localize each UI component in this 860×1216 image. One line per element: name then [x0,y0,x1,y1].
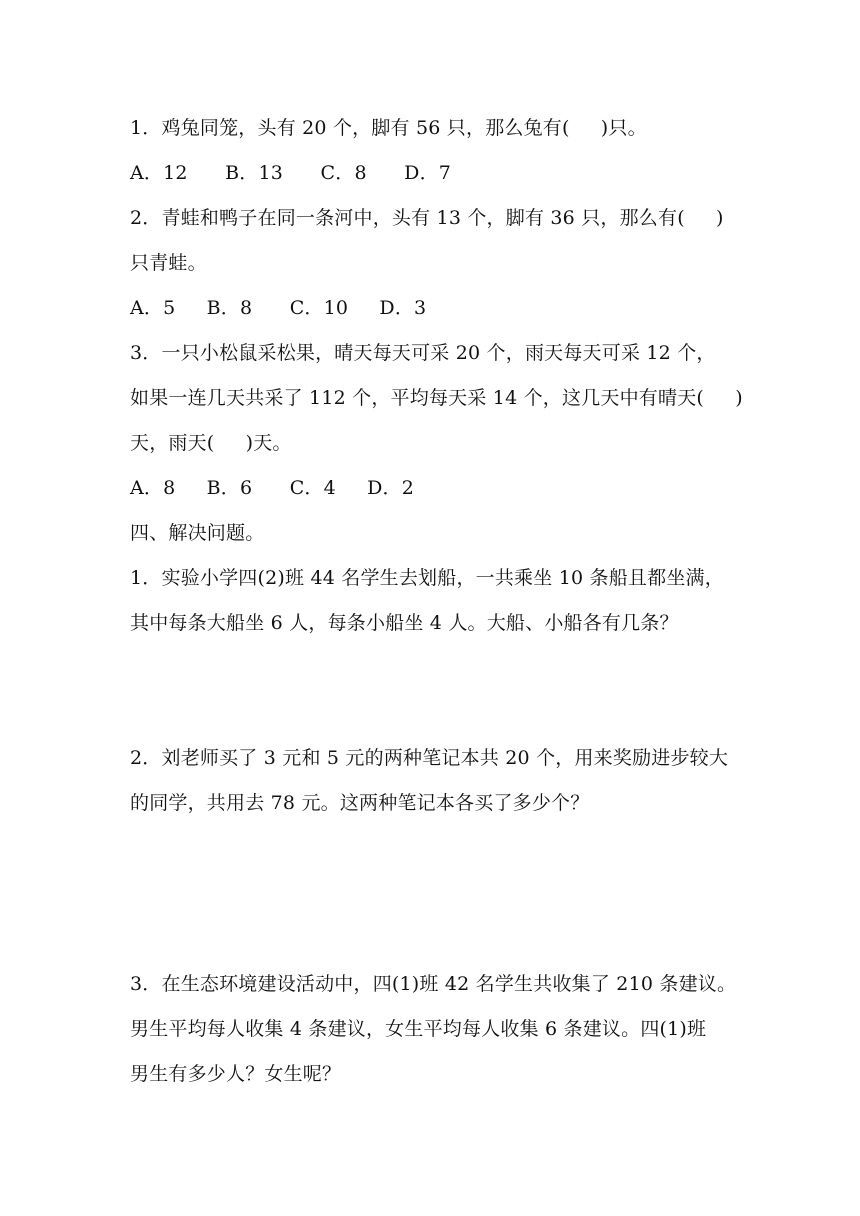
problem-3-line-3: 男生有多少人？女生呢？ [130,1063,342,1085]
question-1-options: A．12 B．13 C．8 D．7 [130,162,452,184]
question-2-stem-line-1: 2．青蛙和鸭子在同一条河中，头有 13 个，脚有 36 只，那么有( ) [130,207,724,229]
question-3-stem-line-1: 3．一只小松鼠采松果，晴天每天可采 20 个，雨天每天可采 12 个， [130,342,716,364]
problem-3-line-2: 男生平均每人收集 4 条建议，女生平均每人收集 6 条建议。四(1)班 [130,1018,707,1040]
problem-1-line-2: 其中每条大船坐 6 人，每条小船坐 4 人。大船、小船各有几条？ [130,612,679,634]
problem-2-line-1: 2．刘老师买了 3 元和 5 元的两种笔记本共 20 个，用来奖励进步较大 [130,747,729,769]
question-3-stem-line-2: 如果一连几天共采了 112 个，平均每天采 14 个，这几天中有晴天( ) [130,387,743,409]
question-3-options: A．8 B．6 C．4 D．2 [130,477,415,499]
question-3-stem-line-3: 天，雨天( )天。 [130,432,292,454]
question-2-options: A．5 B．8 C．10 D．3 [130,297,427,319]
problem-3-line-1: 3．在生态环境建设活动中，四(1)班 42 名学生共收集了 210 条建议。 [130,973,737,995]
question-2-stem-line-2: 只青蛙。 [130,252,207,274]
problem-1-line-1: 1．实验小学四(2)班 44 名学生去划船，一共乘坐 10 条船且都坐满， [130,567,724,589]
problem-2-line-2: 的同学，共用去 78 元。这两种笔记本各买了多少个？ [130,792,590,814]
question-1-stem: 1．鸡兔同笼，头有 20 个，脚有 56 只，那么兔有( )只。 [130,117,647,139]
section-heading: 四、解决问题。 [130,522,265,544]
